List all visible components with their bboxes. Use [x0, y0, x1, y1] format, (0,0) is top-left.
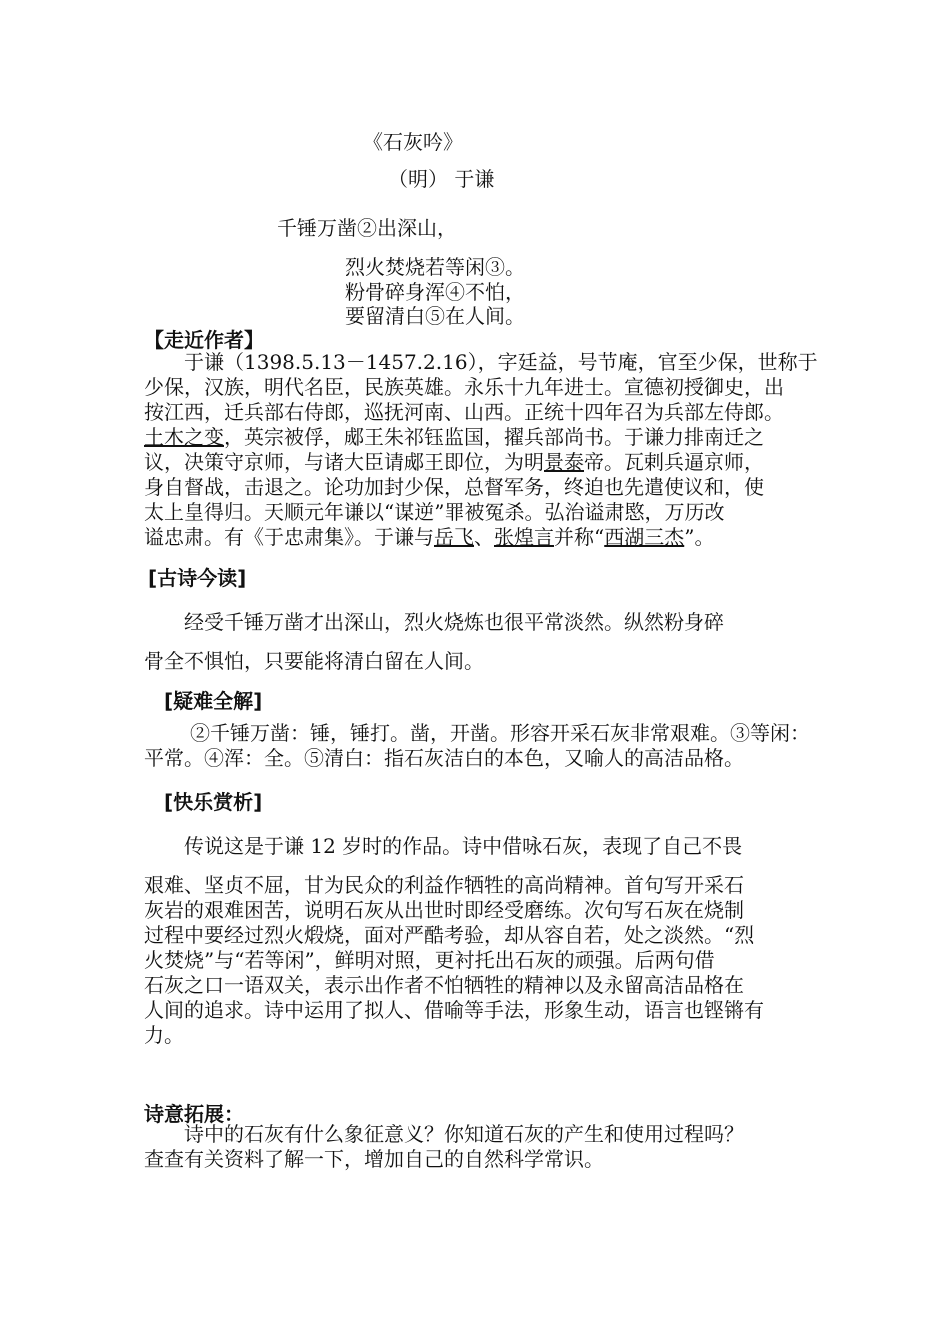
appreciation-line: 石灰之口一语双关，表示出作者不怕牺牲的精神以及永留高洁品格在: [144, 973, 744, 997]
poem-line-1: 千锤万凿②出深山，: [277, 216, 457, 240]
poem-line-4: 要留清白⑤在人间。: [345, 304, 525, 328]
translation-heading: [古诗今读]: [148, 566, 247, 590]
author-line: 谥忠肃。有《于忠肃集》。于谦与岳飞、张煌言并称“西湖三杰”。: [144, 525, 715, 549]
appreciation-first-line: 传说这是于谦 12 岁时的作品。诗中借咏石灰，表现了自己不畏: [144, 834, 743, 858]
poem-title: 《石灰吟》: [363, 130, 463, 154]
author-line: 少保，汉族，明代名臣，民族英雄。永乐十九年进士。宣德初授御史，出: [144, 375, 784, 399]
poem-line-2: 烈火焚烧若等闲③。: [345, 255, 525, 279]
author-line: 土木之变，英宗被俘，郕王朱祁钰监国，擢兵部尚书。于谦力排南迁之: [144, 425, 764, 449]
poem-line-3: 粉骨碎身浑④不怕，: [345, 280, 525, 304]
appreciation-line: 艰难、坚贞不屈，甘为民众的利益作牺牲的高尚精神。首句写开采石: [144, 873, 744, 897]
poem-author: （明） 于谦: [388, 167, 495, 191]
author-line: 太上皇得归。天顺元年谦以“谋逆”罪被冤杀。弘治谥肃愍，万历改: [144, 500, 725, 524]
link-yue-fei[interactable]: 岳飞: [434, 525, 474, 549]
link-zhang-huangyan[interactable]: 张煌言: [494, 525, 554, 549]
notes-heading: [疑难全解]: [164, 689, 263, 713]
appreciation-line: 人间的追求。诗中运用了拟人、借喻等手法，形象生动，语言也铿锵有: [144, 998, 764, 1022]
notes-line-2: 平常。④浑：全。⑤清白：指石灰洁白的本色，又喻人的高洁品格。: [144, 746, 744, 770]
appreciation-line: 过程中要经过烈火煅烧，面对严酷考验，却从容自若，处之淡然。“烈: [144, 923, 755, 947]
extension-heading: 诗意拓展：: [144, 1102, 244, 1126]
extension-line-2: 查查有关资料了解一下，增加自己的自然科学常识。: [144, 1147, 604, 1171]
appreciation-line: 火焚烧”与“若等闲”，鲜明对照，更衬托出石灰的顽强。后两句借: [144, 948, 715, 972]
link-tumu-crisis[interactable]: 土木之变: [144, 425, 224, 449]
translation-line-2: 骨全不惧怕，只要能将清白留在人间。: [144, 649, 484, 673]
translation-line-1: 经受千锤万凿才出深山，烈火烧炼也很平常淡然。纵然粉身碎: [144, 610, 724, 634]
author-line: 议，决策守京师，与诸大臣请郕王即位，为明景泰帝。瓦剌兵逼京师，: [144, 450, 764, 474]
appreciation-heading: [快乐赏析]: [164, 790, 263, 814]
link-jingtai[interactable]: 景泰: [544, 450, 584, 474]
author-line: 身自督战，击退之。论功加封少保，总督军务，终迫也先遣使议和，使: [144, 475, 764, 499]
author-line: 按江西，迁兵部右侍郎，巡抚河南、山西。正统十四年召为兵部左侍郎。: [144, 400, 784, 424]
link-xihu-sanjie[interactable]: 西湖三杰: [604, 525, 685, 549]
author-heading: 【走近作者】: [144, 328, 264, 352]
notes-line-1: ②千锤万凿：锤，锤打。凿，开凿。形容开采石灰非常艰难。③等闲：: [170, 721, 810, 745]
extension-line-1: 诗中的石灰有什么象征意义？你知道石灰的产生和使用过程吗？: [144, 1122, 744, 1146]
appreciation-line: 灰岩的艰难困苦，说明石灰从出世时即经受磨练。次句写石灰在烧制: [144, 898, 744, 922]
appreciation-line: 力。: [144, 1023, 184, 1047]
author-line: 于谦（1398.5.13－1457.2.16），字廷益，号节庵，官至少保，世称于: [144, 350, 818, 374]
